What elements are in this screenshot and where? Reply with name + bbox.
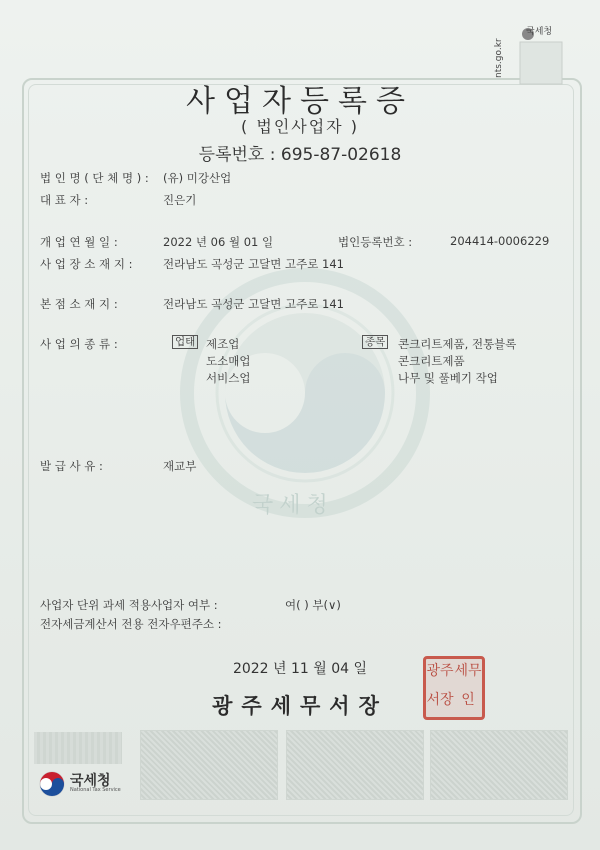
seal-char: 광주 [426,663,454,679]
seal-char: 인 [461,692,475,708]
category-item: 제조업 [206,337,240,351]
email-label: 전자세금계산서 전용 전자우편주소 : [40,617,222,631]
seal-char: 서장 [426,692,454,708]
hq-address-label: 본 점 소 재 지 : [40,297,118,311]
business-address-label: 사 업 장 소 재 지 : [40,257,133,271]
item-entry: 콘크리트제품 [398,354,465,368]
business-address-value: 전라남도 곡성군 고달면 고주로 141 [163,257,344,271]
representative-label: 대 표 자 : [40,193,89,207]
corp-name-label: 법 인 명 ( 단 체 명 ) : [40,171,149,185]
nts-logo-icon [38,770,66,798]
seal-char: 세무 [454,663,482,679]
logo-subtitle: National Tax Service [70,787,121,793]
page-title: 사업자등록증 [186,84,414,119]
corner-agency: 국세청 [526,27,553,37]
representative-value: 진은기 [163,193,197,207]
open-date-value: 2022 년 06 월 01 일 [163,235,274,249]
item-entry: 나무 및 풀베기 작업 [398,371,498,385]
item-tag: 종목 [362,334,391,349]
corp-reg-value: 204414-0006229 [450,234,550,248]
corp-name-value: (유) 미강산업 [163,171,232,185]
corner-url: nts.go.kr [494,38,504,78]
category-item: 서비스업 [206,371,251,385]
item-entry: 콘크리트제품, 전통블록 [398,337,517,351]
security-pattern [140,730,278,800]
logo-name: 국세청 [70,773,111,789]
registration-value: 695-87-02618 [280,145,402,165]
category-item: 도소매업 [206,354,251,368]
business-type-label: 사 업 의 종 류 : [40,337,118,351]
security-pattern [430,730,568,800]
official-seal [423,656,485,720]
unit-tax-value: 여( ) 부(∨) [285,598,341,612]
issue-date: 2022 년 11 월 04 일 [232,661,368,677]
security-strip [34,732,122,764]
corp-reg-label: 법인등록번호 : [338,235,413,249]
registration-number [0,140,600,165]
open-date-label: 개 업 연 월 일 : [40,235,118,249]
tax-office-name: 광주세무서장 [212,694,388,718]
security-pattern [286,730,424,800]
unit-tax-label: 사업자 단위 과세 적용사업자 여부 : [40,598,218,612]
issue-reason-value: 재교부 [163,459,197,473]
category-tag: 업태 [172,334,201,349]
registration-label: 등록번호 : [198,145,276,165]
hq-address-value: 전라남도 곡성군 고달면 고주로 141 [163,297,344,311]
watermark-text: 국세청 [252,493,334,518]
issue-reason-label: 발 급 사 유 : [40,459,103,473]
page-subtitle: ( 법인사업자 ) [241,117,359,136]
